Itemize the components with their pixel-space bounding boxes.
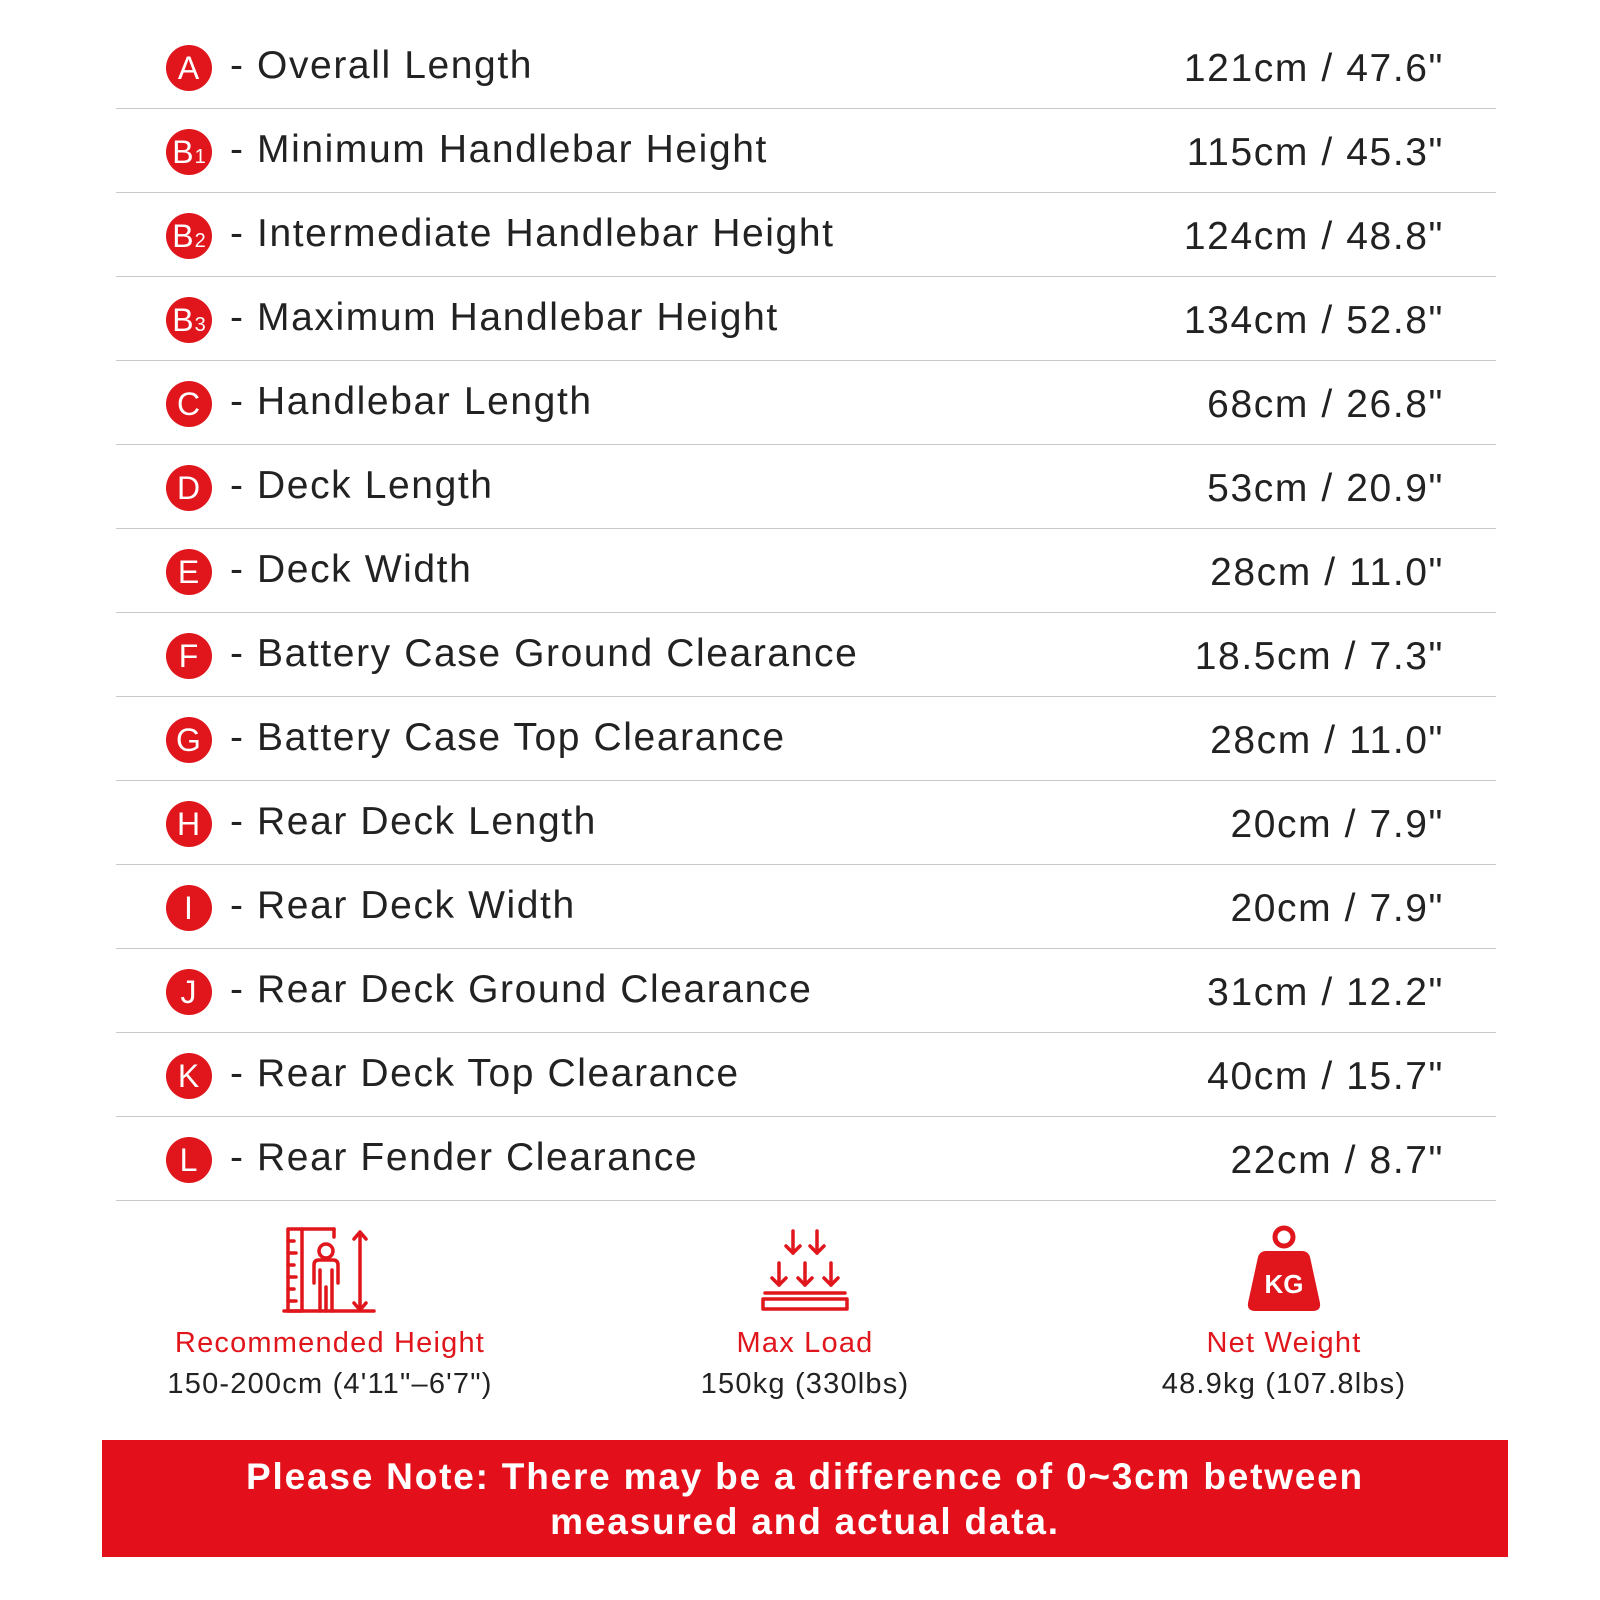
spec-value: 31cm / 12.2" (1207, 971, 1444, 1014)
letter-badge: I (166, 885, 212, 931)
spec-row (116, 529, 1496, 613)
letter-badge: A (166, 45, 212, 91)
feature-title: Recommended Height (174, 1327, 486, 1359)
letter-badge: B 3 (166, 297, 212, 343)
spec-value: 40cm / 15.7" (1207, 1055, 1444, 1098)
spec-label: - Battery Case Top Clearance (230, 716, 786, 759)
spec-row (116, 193, 1496, 277)
spec-value: 53cm / 20.9" (1207, 467, 1444, 510)
letter-badge: E (166, 549, 212, 595)
spec-label: - Overall Length (230, 44, 534, 87)
note-banner (102, 1440, 1508, 1557)
feature-title: Net Weight (1206, 1327, 1362, 1359)
spec-label: - Minimum Handlebar Height (230, 128, 768, 171)
spec-value: 22cm / 8.7" (1230, 1139, 1444, 1182)
svg-text:KG: KG (1264, 1269, 1304, 1299)
spec-value: 121cm / 47.6" (1183, 47, 1444, 90)
spec-value: 28cm / 11.0" (1210, 719, 1444, 762)
spec-value: 20cm / 7.9" (1230, 803, 1444, 846)
spec-row (116, 613, 1496, 697)
spec-row (116, 25, 1496, 109)
spec-value: 115cm / 45.3" (1186, 131, 1444, 174)
feature-recommended-height (130, 1225, 530, 1401)
spec-row (116, 697, 1496, 781)
spec-row (116, 1117, 1496, 1201)
spec-label: - Handlebar Length (230, 380, 593, 423)
note-line-2: measured and actual data. (550, 1500, 1060, 1542)
height-measure-icon (282, 1225, 378, 1315)
feature-max-load (605, 1225, 1005, 1401)
max-load-icon (757, 1225, 853, 1315)
letter-badge: D (166, 465, 212, 511)
letter-badge: C (166, 381, 212, 427)
letter-badge: H (166, 801, 212, 847)
letter-badge: F (166, 633, 212, 679)
spec-label: - Rear Fender Clearance (230, 1136, 699, 1179)
spec-value: 124cm / 48.8" (1183, 215, 1444, 258)
spec-label: - Rear Deck Ground Clearance (230, 968, 813, 1011)
spec-value: 68cm / 26.8" (1207, 383, 1444, 426)
letter-badge: J (166, 969, 212, 1015)
spec-label: - Rear Deck Top Clearance (230, 1052, 740, 1095)
spec-label: - Rear Deck Width (230, 884, 576, 927)
spec-row (116, 109, 1496, 193)
feature-title: Max Load (736, 1327, 874, 1359)
spec-value: 18.5cm / 7.3" (1194, 635, 1444, 678)
spec-row (116, 277, 1496, 361)
spec-label: - Deck Length (230, 464, 494, 507)
feature-value: 150kg (330lbs) (700, 1368, 910, 1400)
spec-row (116, 1033, 1496, 1117)
spec-row (116, 865, 1496, 949)
spec-label: - Maximum Handlebar Height (230, 296, 779, 339)
spec-label: - Battery Case Ground Clearance (230, 632, 859, 675)
spec-value: 28cm / 11.0" (1210, 551, 1444, 594)
feature-net-weight (1084, 1225, 1484, 1401)
spec-label: - Intermediate Handlebar Height (230, 212, 835, 255)
letter-badge: L (166, 1137, 212, 1183)
letter-badge: K (166, 1053, 212, 1099)
kg-weight-icon (1236, 1225, 1332, 1315)
feature-value: 48.9kg (107.8lbs) (1161, 1368, 1407, 1400)
spec-row (116, 361, 1496, 445)
spec-table (116, 25, 1496, 1201)
spec-label: - Rear Deck Length (230, 800, 597, 843)
letter-badge: B 2 (166, 213, 212, 259)
spec-value: 134cm / 52.8" (1183, 299, 1444, 342)
spec-label: - Deck Width (230, 548, 473, 591)
spec-row (116, 949, 1496, 1033)
feature-value: 150-200cm (4'11"–6'7") (167, 1368, 493, 1400)
spec-row (116, 445, 1496, 529)
letter-badge: B 1 (166, 129, 212, 175)
note-line-1: Please Note: There may be a difference of 0~3cm between (246, 1455, 1364, 1497)
letter-badge: G (166, 717, 212, 763)
spec-row (116, 781, 1496, 865)
spec-value: 20cm / 7.9" (1230, 887, 1444, 930)
